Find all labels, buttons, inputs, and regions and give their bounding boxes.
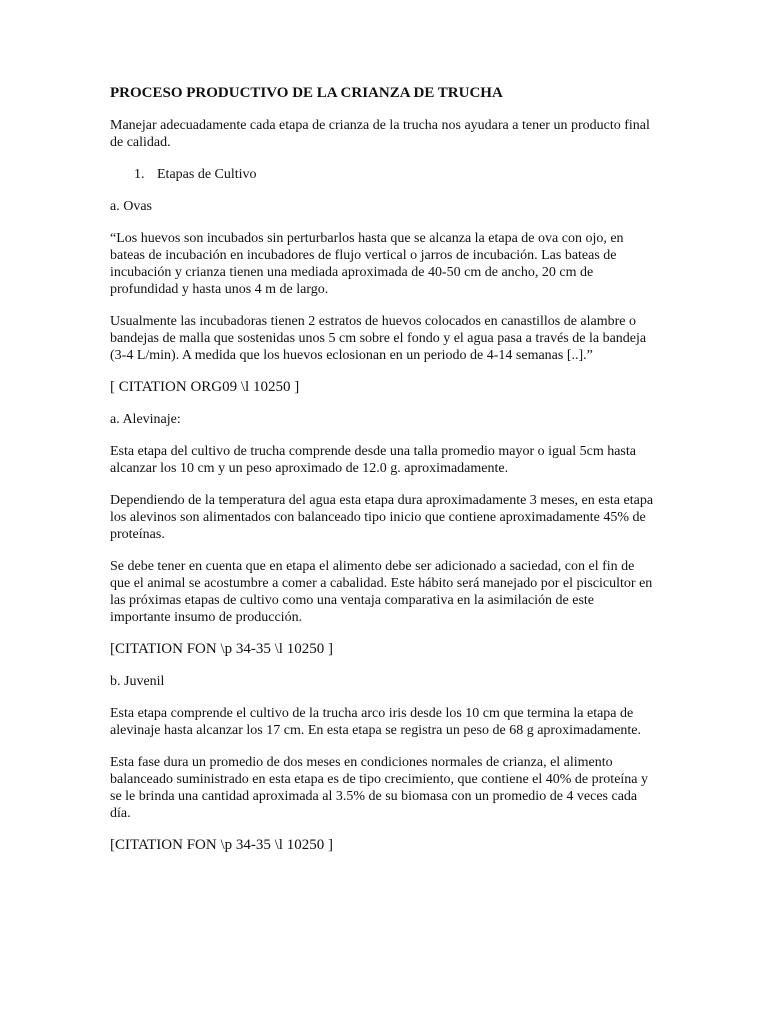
intro-paragraph: Manejar adecuadamente cada etapa de crianza de la trucha nos ayudara a tener un producto final de calidad. bbox=[110, 118, 650, 150]
citation: [ CITATION ORG09 \l 10250 ] bbox=[110, 379, 300, 395]
section-heading-alevinaje: a. Alevinaje: bbox=[110, 412, 181, 427]
paragraph: Se debe tener en cuenta que en etapa el alimento debe ser adicionado a saciedad, con el fin de que el animal se acostumbre a comer a cabalidad. Este hábito será manejado por el piscicultor en las próximas etapas de cultivo como una ventaja comparativa en la asimilación de este importante insumo de producción. bbox=[110, 559, 653, 625]
citation: [CITATION FON \p 34-35 \l 10250 ] bbox=[110, 837, 333, 853]
document-page bbox=[110, 84, 658, 869]
paragraph: “Los huevos son incubados sin perturbarlos hasta que se alcanza la etapa de ova con ojo, en bateas de incubación en incubadores de flujo vertical o jarros de incubación. Las bateas de incubación y crianza tienen una mediada aproximada de 40-50 cm de ancho, 20 cm de profundidad y hasta unos 4 m de largo. bbox=[110, 231, 624, 297]
list-number: 1. bbox=[134, 167, 145, 182]
list-text: Etapas de Cultivo bbox=[157, 167, 257, 182]
paragraph: Esta fase dura un promedio de dos meses en condiciones normales de crianza, el alimento balanceado suministrado en esta etapa es de tipo crecimiento, que contiene el 40% de proteína y se le brinda una cantidad aproximada al 3.5% de su biomasa con un promedio de 4 veces cada día. bbox=[110, 755, 649, 821]
citation: [CITATION FON \p 34-35 \l 10250 ] bbox=[110, 641, 333, 657]
paragraph: Usualmente las incubadoras tienen 2 estratos de huevos colocados en canastillos de alambre o bandejas de malla que sostenidas unos 5 cm sobre el fondo y el agua pasa a través de la bandeja (3-4 L/min). A medida que los huevos eclosionan en un periodo de 4-14 semanas [..].” bbox=[110, 314, 647, 363]
document-title: PROCESO PRODUCTIVO DE LA CRIANZA DE TRUCHA bbox=[110, 85, 503, 101]
section-heading-ovas: a. Ovas bbox=[110, 199, 152, 214]
numbered-list-item bbox=[134, 166, 658, 183]
section-heading-juvenil: b. Juvenil bbox=[110, 674, 165, 689]
paragraph: Esta etapa del cultivo de trucha comprende desde una talla promedio mayor o igual 5cm hasta alcanzar los 10 cm y un peso aproximado de 12.0 g. aproximadamente. bbox=[110, 444, 636, 476]
paragraph: Esta etapa comprende el cultivo de la trucha arco iris desde los 10 cm que termina la etapa de alevinaje hasta alcanzar los 17 cm. En esta etapa se registra un peso de 68 g aproximadamente. bbox=[110, 706, 642, 738]
paragraph: Dependiendo de la temperatura del agua esta etapa dura aproximadamente 3 meses, en esta etapa los alevinos son alimentados con balanceado tipo inicio que contiene aproximadamente 45% de proteínas. bbox=[110, 493, 654, 542]
